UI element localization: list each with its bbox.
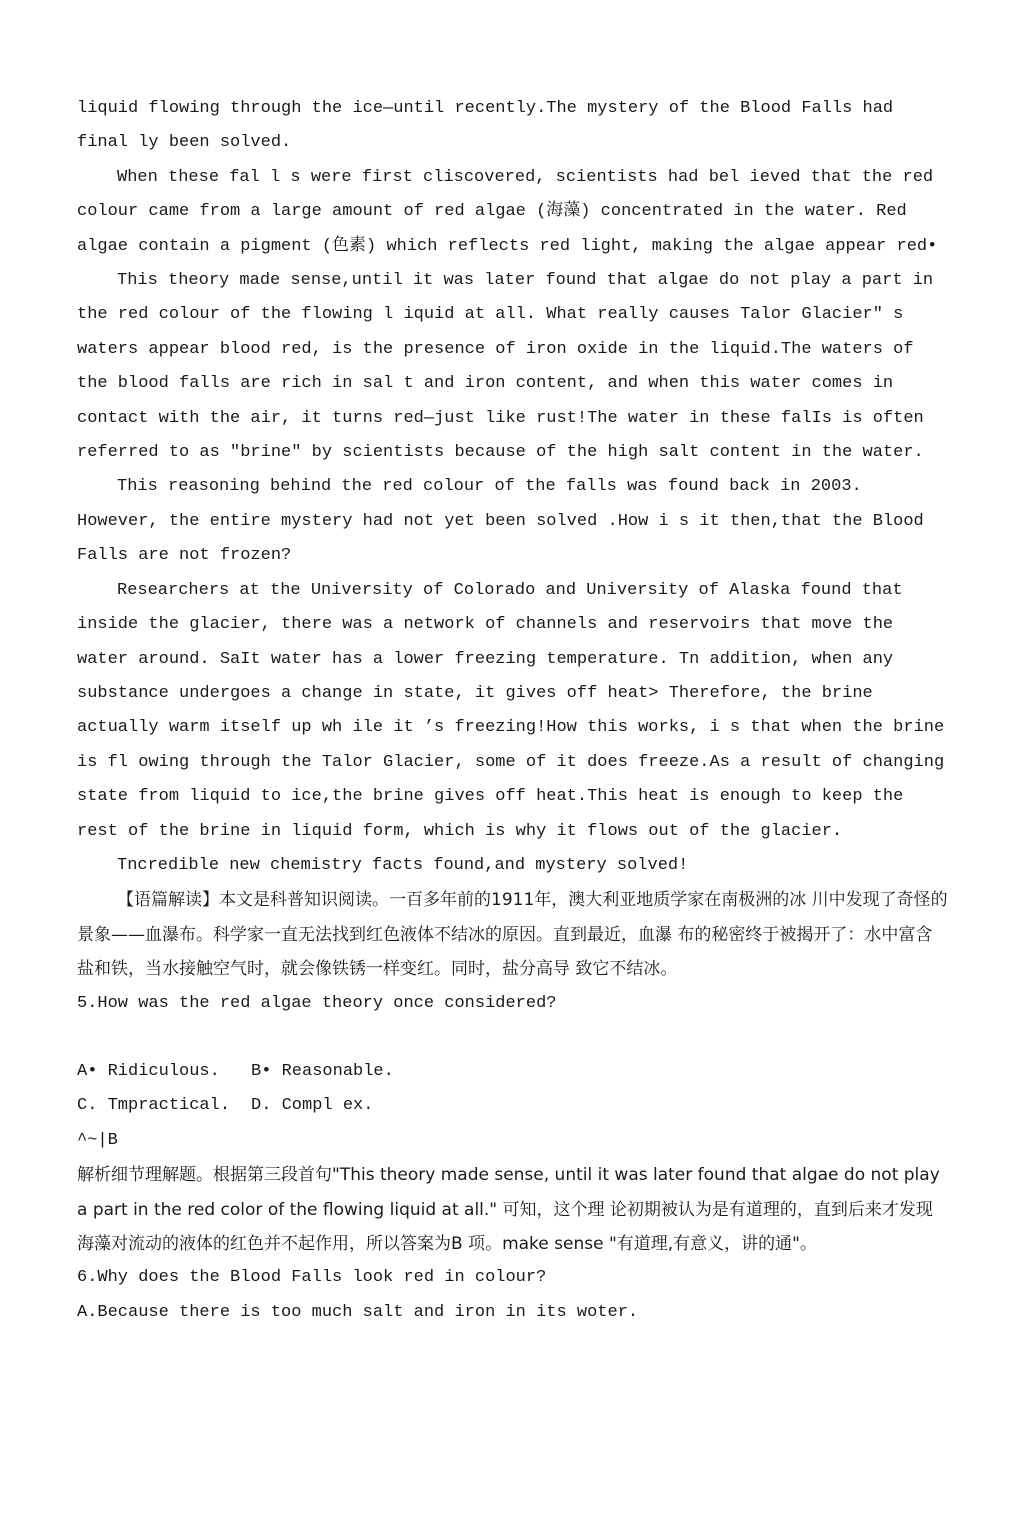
- passage-paragraph-1: When these fal l s were first cliscovered, scientists had bel ieved that the red colour came from a large amount of red algae (海藻) concentrated in the water. Red algae contain a pigment (色素) which reflects red light, making the algae appear red•: [77, 167, 938, 256]
- passage-paragraph-4: Researchers at the University of Colorado and University of Alaska found that inside the glacier, there was a network of channels and reservoirs that move the water around. SaIt water has a lower freezing temperature. Tn addition, when any substance undergoes a change in state, it gives off heat> Therefore, the brine actually warm itself up wh ile it ’s freezing!How this works, i s that when the brine is fl owing through the Talor Glacier, some of it does freeze.As a result of changing state from liquid to ice,the brine gives off heat.This heat is enough to keep the rest of the brine in liquid form, which is why it flows out of the glacier.: [77, 580, 945, 841]
- passage-paragraph-2: This theory made sense,until it was later found that algae do not play a part in the red colour of the flowing l iquid at all. What really causes Talor Glacier" s waters appear blood red, is the presence of iron oxide in the liquid.The waters of the blood falls are rich in sal t and iron content, and when this water comes in contact with the air, it turns red—just like rust!The water in these falIs is often referred to as "brine" by scientists because of the high salt content in the water.: [77, 271, 934, 463]
- passage-paragraph-0: liquid flowing through the ice—until recently.The mystery of the Blood Falls had final ly been solved.: [77, 99, 894, 153]
- question-5: 5.How was the red algae theory once considered?: [77, 993, 557, 1013]
- q5-answer: ^~|B: [77, 1130, 118, 1150]
- q5-option-c: C. Tmpractical.: [77, 1096, 231, 1116]
- passage-paragraph-5: Tncredible new chemistry facts found,and mystery solved!: [117, 855, 689, 875]
- q5-options-row-1: [77, 1055, 949, 1089]
- passage-paragraph-3: This reasoning behind the red colour of the falls was found back in 2003. However, the entire mystery had not yet been solved .How i s it then,that the Blood Falls are not frozen?: [77, 477, 924, 566]
- spacer: [77, 1021, 949, 1055]
- passage-analysis: 【语篇解读】本文是科普知识阅读。一百多年前的1911年，澳大利亚地质学家在南极洲的冰 川中发现了奇怪的景象——血瀑布。科学家一直无法找到红色液体不结冰的原因。直到最近，血瀑 布的秘密终于被揭开了：水中富含盐和铁，当水接触空气时，就会像铁锈一样变红。同时，盐分高导 致它不结冰。: [77, 890, 948, 980]
- q6-option-a: A.Because there is too much salt and iron in its woter.: [77, 1302, 639, 1322]
- q5-option-b: B• Reasonable.: [251, 1061, 394, 1081]
- q5-explanation: 解析细节理解题。根据第三段首句"This theory made sense, until it was later found that algae do not play a part in the red color of the flowing liquid at all." 可知，这个理 论初期被认为是有道理的，直到后来才发现海藻对流动的液体的红色并不起作用，所以答案为B 项。make sense "有道理,有意义，讲的通"。: [77, 1165, 940, 1254]
- q5-option-a: A• Ridiculous.: [77, 1061, 220, 1081]
- q5-option-d: D. Compl ex.: [251, 1096, 374, 1116]
- document-page: [77, 92, 949, 1330]
- question-6: 6.Why does the Blood Falls look red in colour?: [77, 1268, 547, 1288]
- q5-options-row-2: [77, 1089, 949, 1123]
